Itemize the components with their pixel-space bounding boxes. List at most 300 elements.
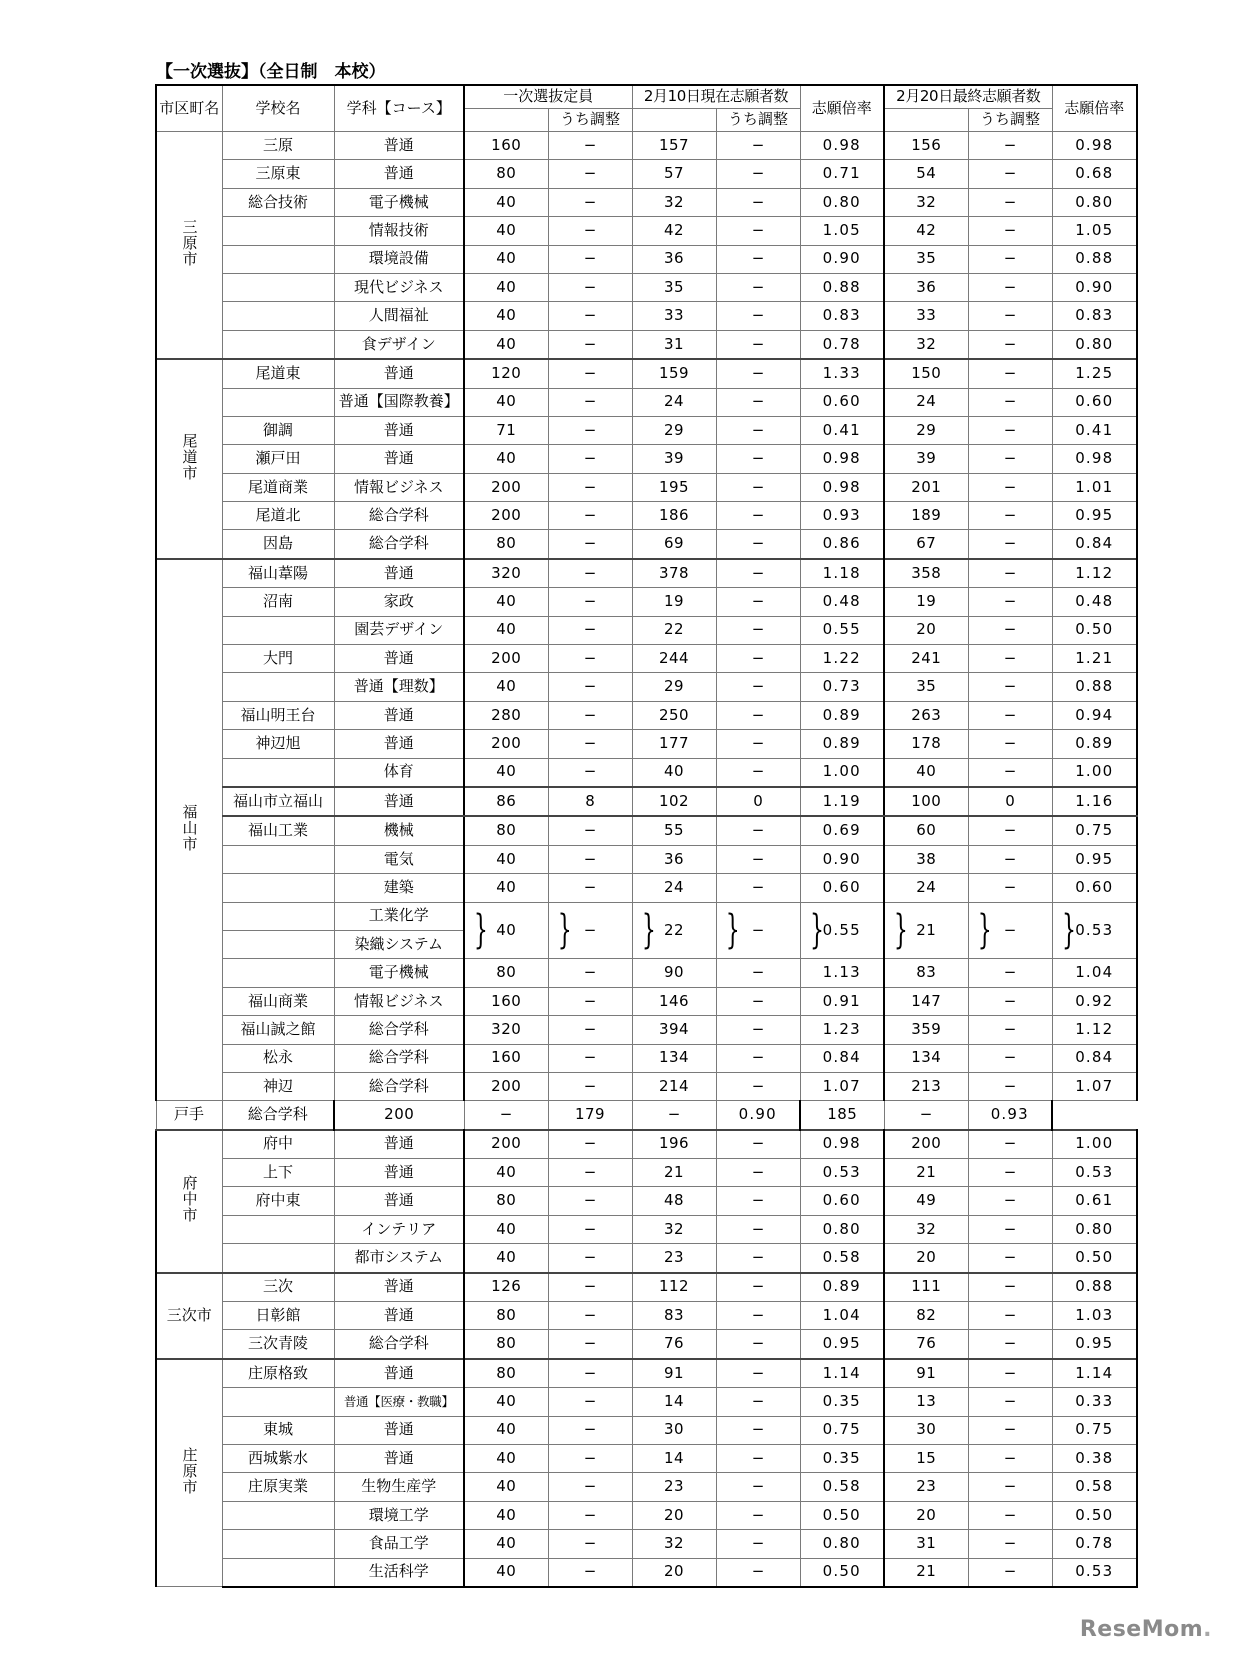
cell-rate-feb10: 0.60	[800, 874, 884, 902]
cell-quota-adj: −	[548, 1330, 632, 1359]
cell-rate-feb10: } 0.55	[800, 902, 884, 959]
cell-applicants-feb10: 186	[632, 502, 716, 530]
cell-rate-feb20: 0.94	[1052, 701, 1137, 729]
cell-applicants-feb10: 394	[632, 1016, 716, 1044]
cell-applicants-feb10-adj: −	[716, 616, 800, 644]
cell-quota-adj: −	[548, 616, 632, 644]
cell-rate-feb10: 0.53	[800, 1159, 884, 1187]
cell-applicants-feb10: 69	[632, 530, 716, 559]
cell-quota-adj: −	[548, 1530, 632, 1558]
cell-quota-adj: −	[548, 1044, 632, 1072]
cell-school: 福山誠之館	[222, 1016, 334, 1044]
cell-applicants-feb20-adj: −	[968, 1388, 1052, 1416]
cell-quota-adj: −	[548, 730, 632, 758]
cell-quota-adj: −	[548, 160, 632, 188]
cell-applicants-feb10: 22	[632, 616, 716, 644]
cell-school: 戸手	[156, 1101, 222, 1130]
cell-quota: 160	[464, 987, 548, 1015]
cell-rate-feb10: 0.88	[800, 273, 884, 301]
cell-applicants-feb20: 21	[884, 1558, 968, 1587]
table-header	[156, 85, 1137, 132]
cell-rate-feb10: 0.80	[800, 1530, 884, 1558]
table-row	[156, 473, 1137, 501]
cell-applicants-feb20-adj: −	[968, 1130, 1052, 1159]
table-row	[156, 616, 1137, 644]
cell-applicants-feb10-adj: −	[716, 673, 800, 701]
cell-applicants-feb20-adj: −	[968, 1501, 1052, 1529]
cell-applicants-feb10: 90	[632, 959, 716, 987]
cell-applicants-feb20: 30	[884, 1416, 968, 1444]
cell-quota: 160	[464, 1044, 548, 1072]
cell-applicants-feb10-adj: −	[716, 502, 800, 530]
cell-rate-feb10: 0.84	[800, 1044, 884, 1072]
cell-applicants-feb20-adj: } −	[968, 902, 1052, 959]
cell-rate-feb10: 0.91	[800, 987, 884, 1015]
cell-applicants-feb10-adj: −	[716, 1215, 800, 1243]
cell-school	[222, 874, 334, 902]
table-row	[156, 1416, 1137, 1444]
cell-applicants-feb10-adj: −	[716, 1444, 800, 1472]
cell-applicants-feb20: 134	[884, 1044, 968, 1072]
cell-applicants-feb10: 146	[632, 987, 716, 1015]
cell-applicants-feb20: 32	[884, 1215, 968, 1243]
cell-applicants-feb10: 157	[632, 132, 716, 160]
cell-rate-feb10: 0.48	[800, 588, 884, 616]
cell-rate-feb20: 1.25	[1052, 359, 1137, 388]
cell-rate-feb20: } 0.53	[1052, 902, 1137, 959]
cell-rate-feb10: 1.00	[800, 758, 884, 787]
cell-applicants-feb10-adj: −	[716, 1044, 800, 1072]
cell-applicants-feb10-adj: −	[716, 1187, 800, 1215]
cell-school: 府中東	[222, 1187, 334, 1215]
cell-applicants-feb10: 35	[632, 273, 716, 301]
table-row	[156, 1302, 1137, 1330]
cell-rate-feb20: 0.58	[1052, 1473, 1137, 1501]
table-row	[156, 1558, 1137, 1587]
cell-quota-adj: −	[548, 1072, 632, 1100]
cell-applicants-feb10-adj: −	[716, 1016, 800, 1044]
cell-applicants-feb10: 19	[632, 588, 716, 616]
cell-course: 電気	[334, 845, 464, 873]
cell-city	[156, 132, 222, 360]
cell-rate-feb10: 0.89	[800, 1273, 884, 1302]
table-row	[156, 1359, 1137, 1388]
table-row	[156, 1044, 1137, 1072]
cell-rate-feb10: 0.90	[716, 1101, 800, 1130]
cell-quota-adj: −	[548, 874, 632, 902]
cell-applicants-feb10-adj: −	[716, 701, 800, 729]
cell-applicants-feb20-adj: −	[968, 1016, 1052, 1044]
cell-quota-adj: −	[548, 1130, 632, 1159]
brace-icon: }	[725, 907, 740, 954]
cell-school: 松永	[222, 1044, 334, 1072]
city-label: 庄原市	[180, 1447, 199, 1496]
table-row	[156, 987, 1137, 1015]
cell-rate-feb20: 0.75	[1052, 1416, 1137, 1444]
cell-rate-feb20: 0.68	[1052, 160, 1137, 188]
cell-quota-adj: −	[548, 1473, 632, 1501]
cell-applicants-feb20-adj: −	[968, 1159, 1052, 1187]
table-row	[156, 874, 1137, 902]
table-body	[156, 132, 1137, 1587]
cell-applicants-feb10: 29	[632, 416, 716, 444]
cell-course: 建築	[334, 874, 464, 902]
cell-course: 家政	[334, 588, 464, 616]
table-row	[156, 1215, 1137, 1243]
cell-school: 福山市立福山	[222, 787, 334, 816]
cell-course: 普通	[334, 559, 464, 588]
cell-school	[222, 302, 334, 330]
table-row	[156, 245, 1137, 273]
cell-rate-feb20: 0.93	[968, 1101, 1052, 1130]
cell-course: 生活科学	[334, 1558, 464, 1587]
cell-school	[222, 245, 334, 273]
cell-course: 園芸デザイン	[334, 616, 464, 644]
cell-applicants-feb10-adj: −	[716, 845, 800, 873]
cell-applicants-feb10-adj: −	[716, 730, 800, 758]
cell-applicants-feb20-adj: −	[968, 987, 1052, 1015]
cell-course: 総合学科	[334, 1044, 464, 1072]
cell-rate-feb20: 0.88	[1052, 1273, 1137, 1302]
cell-course: 人間福祉	[334, 302, 464, 330]
cell-quota-adj: −	[548, 217, 632, 245]
cell-applicants-feb20: 20	[884, 616, 968, 644]
brace-icon: }	[893, 907, 909, 954]
cell-quota-adj: −	[548, 1359, 632, 1388]
cell-applicants-feb20-adj: −	[968, 132, 1052, 160]
cell-course: 情報ビジネス	[334, 987, 464, 1015]
cell-school	[222, 673, 334, 701]
cell-city	[156, 1359, 222, 1587]
cell-applicants-feb10: 57	[632, 160, 716, 188]
cell-quota: 71	[464, 416, 548, 444]
cell-quota-adj: 8	[548, 787, 632, 816]
table-row	[156, 701, 1137, 729]
cell-applicants-feb10: 42	[632, 217, 716, 245]
cell-applicants-feb20: 150	[884, 359, 968, 388]
watermark	[1080, 1617, 1212, 1642]
cell-quota-adj: −	[548, 588, 632, 616]
cell-applicants-feb10-adj: −	[716, 959, 800, 987]
cell-applicants-feb10: 244	[632, 645, 716, 673]
cell-rate-feb10: 0.89	[800, 701, 884, 729]
cell-rate-feb10: 0.98	[800, 132, 884, 160]
cell-school: 御調	[222, 416, 334, 444]
cell-applicants-feb20: 358	[884, 559, 968, 588]
cell-quota: 40	[464, 1416, 548, 1444]
cell-school: 福山葦陽	[222, 559, 334, 588]
cell-city	[156, 359, 222, 559]
cell-rate-feb20: 0.60	[1052, 874, 1137, 902]
cell-quota: 80	[464, 1302, 548, 1330]
table-row	[156, 445, 1137, 473]
cell-rate-feb10: 1.04	[800, 1302, 884, 1330]
table-row	[156, 217, 1137, 245]
cell-quota: 40	[464, 845, 548, 873]
cell-applicants-feb20-adj: −	[968, 816, 1052, 845]
cell-rate-feb20: 0.95	[1052, 845, 1137, 873]
page-title: 【一次選抜】（全日制 本校）	[156, 62, 386, 82]
cell-school	[222, 1530, 334, 1558]
cell-applicants-feb10: 134	[632, 1044, 716, 1072]
cell-applicants-feb10: 48	[632, 1187, 716, 1215]
cell-rate-feb10: 1.22	[800, 645, 884, 673]
cell-applicants-feb10-adj: −	[716, 1558, 800, 1587]
cell-rate-feb20: 1.05	[1052, 217, 1137, 245]
cell-applicants-feb20-adj: −	[968, 1215, 1052, 1243]
table-row	[156, 1330, 1137, 1359]
cell-applicants-feb20-adj: −	[968, 1444, 1052, 1472]
cell-rate-feb10: 0.98	[800, 1130, 884, 1159]
cell-course: 都市システム	[334, 1244, 464, 1273]
cell-rate-feb20: 1.04	[1052, 959, 1137, 987]
cell-applicants-feb20: 31	[884, 1530, 968, 1558]
cell-applicants-feb20: 147	[884, 987, 968, 1015]
cell-applicants-feb20-adj: −	[968, 1359, 1052, 1388]
cell-applicants-feb10-adj: −	[716, 1530, 800, 1558]
cell-quota-adj: −	[548, 445, 632, 473]
table-row	[156, 188, 1137, 216]
cell-rate-feb20: 1.14	[1052, 1359, 1137, 1388]
cell-quota-adj: −	[548, 530, 632, 559]
cell-applicants-feb10: 31	[632, 330, 716, 359]
cell-course: 電子機械	[334, 959, 464, 987]
cell-rate-feb20: 0.95	[1052, 502, 1137, 530]
cell-quota: 40	[464, 388, 548, 416]
cell-course: 総合学科	[334, 502, 464, 530]
cell-rate-feb10: 0.90	[800, 845, 884, 873]
cell-applicants-feb10-adj: −	[716, 1330, 800, 1359]
cell-rate-feb20: 0.80	[1052, 1215, 1137, 1243]
cell-applicants-feb20-adj: −	[968, 1273, 1052, 1302]
cell-rate-feb20: 0.80	[1052, 330, 1137, 359]
cell-applicants-feb20-adj: −	[968, 701, 1052, 729]
cell-rate-feb10: 0.58	[800, 1473, 884, 1501]
cell-rate-feb10: 0.71	[800, 160, 884, 188]
cell-applicants-feb20-adj: −	[968, 1530, 1052, 1558]
cell-quota: } 40	[464, 902, 548, 959]
cell-rate-feb10: 1.23	[800, 1016, 884, 1044]
cell-quota-adj: −	[548, 1159, 632, 1187]
cell-course: 情報技術	[334, 217, 464, 245]
table-row	[156, 816, 1137, 845]
table-row	[156, 1016, 1137, 1044]
cell-quota: 80	[464, 530, 548, 559]
cell-applicants-feb20: 60	[884, 816, 968, 845]
cell-applicants-feb10-adj: −	[716, 245, 800, 273]
cell-applicants-feb10: 29	[632, 673, 716, 701]
cell-quota: 40	[464, 1501, 548, 1529]
cell-applicants-feb20-adj: −	[968, 1302, 1052, 1330]
cell-quota-adj: −	[548, 330, 632, 359]
cell-applicants-feb10: 179	[548, 1101, 632, 1130]
header-quota: 一次選抜定員	[464, 85, 632, 109]
cell-course: 機械	[334, 816, 464, 845]
cell-applicants-feb20-adj: −	[968, 1558, 1052, 1587]
cell-applicants-feb20-adj: −	[968, 388, 1052, 416]
cell-applicants-feb10-adj: −	[632, 1101, 716, 1130]
cell-quota: 200	[464, 645, 548, 673]
cell-rate-feb10: 0.80	[800, 1215, 884, 1243]
cell-school: 大門	[222, 645, 334, 673]
cell-course: 普通	[334, 787, 464, 816]
cell-quota: 120	[464, 359, 548, 388]
cell-rate-feb20: 0.48	[1052, 588, 1137, 616]
cell-applicants-feb20-adj: −	[968, 473, 1052, 501]
cell-quota: 40	[464, 1244, 548, 1273]
cell-applicants-feb10: 36	[632, 245, 716, 273]
cell-quota-adj: −	[548, 1187, 632, 1215]
cell-quota: 40	[464, 245, 548, 273]
table-row	[156, 530, 1137, 559]
cell-school	[222, 330, 334, 359]
header-course: 学科【コース】	[334, 85, 464, 132]
cell-applicants-feb20: 156	[884, 132, 968, 160]
cell-course: 総合学科	[334, 530, 464, 559]
table-row	[156, 160, 1137, 188]
cell-rate-feb20: 0.53	[1052, 1558, 1137, 1587]
cell-rate-feb20: 0.84	[1052, 530, 1137, 559]
cell-applicants-feb20: 213	[884, 1072, 968, 1100]
city-label: 尾道市	[180, 433, 199, 482]
cell-rate-feb10: 1.18	[800, 559, 884, 588]
cell-rate-feb20: 1.12	[1052, 1016, 1137, 1044]
cell-rate-feb20: 0.50	[1052, 1244, 1137, 1273]
cell-school: 尾道北	[222, 502, 334, 530]
cell-school: 神辺	[222, 1072, 334, 1100]
table-row	[156, 388, 1137, 416]
cell-applicants-feb10: 14	[632, 1444, 716, 1472]
cell-course: 普通	[334, 1130, 464, 1159]
cell-school	[222, 1501, 334, 1529]
cell-applicants-feb20: 82	[884, 1302, 968, 1330]
cell-rate-feb20: 0.80	[1052, 188, 1137, 216]
cell-applicants-feb20: 20	[884, 1501, 968, 1529]
cell-applicants-feb10: 14	[632, 1388, 716, 1416]
header-app20-adj: うち調整	[968, 109, 1052, 132]
cell-applicants-feb20-adj: −	[968, 645, 1052, 673]
cell-applicants-feb10-adj: −	[716, 1388, 800, 1416]
cell-rate-feb20: 1.21	[1052, 645, 1137, 673]
cell-rate-feb20: 0.78	[1052, 1530, 1137, 1558]
cell-course: 普通	[334, 132, 464, 160]
cell-school: 福山工業	[222, 816, 334, 845]
table-row	[156, 502, 1137, 530]
cell-applicants-feb10: 159	[632, 359, 716, 388]
cell-course: 普通【医療・教職】	[334, 1388, 464, 1416]
cell-school: 瀬戸田	[222, 445, 334, 473]
cell-quota: 40	[464, 1388, 548, 1416]
cell-applicants-feb20: 33	[884, 302, 968, 330]
cell-quota-adj: −	[548, 273, 632, 301]
cell-applicants-feb20-adj: −	[968, 1330, 1052, 1359]
cell-applicants-feb20: 200	[884, 1130, 968, 1159]
cell-quota: 40	[464, 1215, 548, 1243]
cell-applicants-feb20-adj: −	[968, 302, 1052, 330]
cell-applicants-feb20-adj: −	[884, 1101, 968, 1130]
cell-applicants-feb10: 32	[632, 1530, 716, 1558]
cell-rate-feb10: 0.80	[800, 188, 884, 216]
cell-rate-feb10: 0.60	[800, 388, 884, 416]
header-applicants-feb10: 2月10日現在志願者数	[632, 85, 800, 109]
header-app10-spacer	[632, 109, 716, 132]
cell-applicants-feb10-adj: −	[716, 1072, 800, 1100]
cell-course: 情報ビジネス	[334, 473, 464, 501]
cell-quota-adj: −	[548, 1501, 632, 1529]
cell-course: 食デザイン	[334, 330, 464, 359]
cell-course: 普通	[334, 1444, 464, 1472]
cell-school: 東城	[222, 1416, 334, 1444]
cell-rate-feb10: 0.93	[800, 502, 884, 530]
cell-quota: 80	[464, 816, 548, 845]
cell-applicants-feb20: 29	[884, 416, 968, 444]
cell-applicants-feb10: 40	[632, 758, 716, 787]
cell-course: 普通	[334, 1302, 464, 1330]
cell-rate-feb10: 0.95	[800, 1330, 884, 1359]
cell-quota: 280	[464, 701, 548, 729]
brace-icon: }	[1061, 907, 1077, 954]
cell-applicants-feb10-adj: } −	[716, 902, 800, 959]
city-label: 三原市	[180, 219, 199, 268]
cell-rate-feb10: 0.83	[800, 302, 884, 330]
cell-applicants-feb10: 195	[632, 473, 716, 501]
cell-city	[156, 1130, 222, 1273]
cell-rate-feb10: 1.33	[800, 359, 884, 388]
header-school: 学校名	[222, 85, 334, 132]
cell-course: 総合学科	[334, 1072, 464, 1100]
table-row	[156, 1444, 1137, 1472]
cell-quota-adj: −	[548, 1558, 632, 1587]
cell-applicants-feb10-adj: −	[716, 1359, 800, 1388]
cell-rate-feb10: 0.86	[800, 530, 884, 559]
table-row	[156, 559, 1137, 588]
cell-applicants-feb10-adj: −	[716, 330, 800, 359]
table-row	[156, 273, 1137, 301]
cell-rate-feb10: 0.60	[800, 1187, 884, 1215]
cell-school: 沼南	[222, 588, 334, 616]
cell-rate-feb20: 1.00	[1052, 1130, 1137, 1159]
cell-applicants-feb10-adj: −	[716, 359, 800, 388]
cell-quota-adj: −	[548, 987, 632, 1015]
cell-applicants-feb10-adj: −	[716, 132, 800, 160]
cell-applicants-feb10: 250	[632, 701, 716, 729]
cell-course: 普通	[334, 645, 464, 673]
cell-applicants-feb20-adj: −	[968, 188, 1052, 216]
cell-rate-feb10: 1.05	[800, 217, 884, 245]
cell-school: 因島	[222, 530, 334, 559]
city-label: 三次市	[166, 1305, 212, 1324]
cell-rate-feb10: 0.41	[800, 416, 884, 444]
cell-course: 普通	[334, 416, 464, 444]
table-row	[156, 1130, 1137, 1159]
cell-school: 上下	[222, 1159, 334, 1187]
cell-course: 普通	[334, 1416, 464, 1444]
table-row	[156, 330, 1137, 359]
cell-school	[222, 758, 334, 787]
cell-course: 工業化学	[334, 902, 464, 930]
cell-applicants-feb20-adj: −	[968, 245, 1052, 273]
cell-course: 環境工学	[334, 1501, 464, 1529]
cell-quota: 200	[464, 502, 548, 530]
cell-course: 普通	[334, 701, 464, 729]
cell-course: 染織システム	[334, 930, 464, 958]
table-row	[156, 730, 1137, 758]
cell-applicants-feb10-adj: −	[716, 559, 800, 588]
table-row	[156, 845, 1137, 873]
city-label: 福山市	[180, 804, 199, 853]
cell-applicants-feb20-adj: −	[968, 1473, 1052, 1501]
cell-quota: 80	[464, 1359, 548, 1388]
